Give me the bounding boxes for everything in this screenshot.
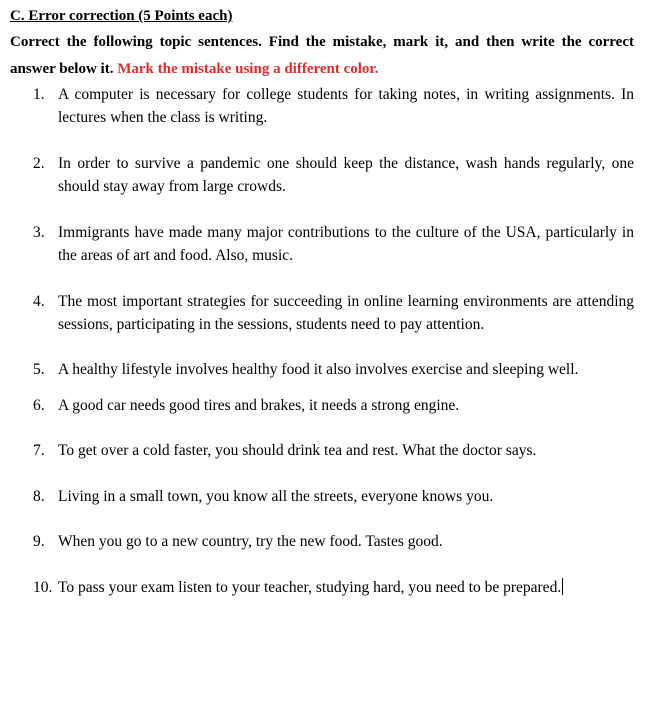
item-text[interactable]: In order to survive a pandemic one should keep the distance, wash hands regularly, one should stay away from large crowds.: [58, 155, 634, 195]
item-number: 10.: [33, 579, 53, 596]
item-number: 4.: [33, 293, 45, 310]
list-item: [10, 439, 634, 462]
instructions-highlight: Mark the mistake using a different color.: [117, 61, 379, 77]
list-item: [10, 83, 634, 129]
item-number: 2.: [33, 155, 45, 172]
list-item: [10, 290, 634, 336]
item-text[interactable]: The most important strategies for succeeding in online learning environments are attending sessions, participating in the sessions, students need to pay attention.: [58, 293, 634, 333]
list-item: [10, 485, 634, 508]
item-text[interactable]: A healthy lifestyle involves healthy food it also involves exercise and sleeping well.: [58, 361, 579, 378]
list-item: [10, 576, 634, 599]
item-text[interactable]: To pass your exam listen to your teacher, studying hard, you need to be prepared.: [58, 579, 562, 596]
instructions: [10, 29, 634, 83]
document-page: [10, 6, 634, 599]
item-number: 3.: [33, 224, 45, 241]
sentence-list: [10, 83, 634, 599]
item-number: 7.: [33, 442, 45, 459]
item-text[interactable]: A computer is necessary for college students for taking notes, in writing assignments. In lectures when the class is writing.: [58, 86, 634, 126]
item-text[interactable]: A good car needs good tires and brakes, it needs a strong engine.: [58, 397, 460, 414]
list-item: [10, 152, 634, 198]
text-cursor: [562, 578, 563, 595]
item-text[interactable]: To get over a cold faster, you should drink tea and rest. What the doctor says.: [58, 442, 537, 459]
item-text[interactable]: Immigrants have made many major contributions to the culture of the USA, particularly in the areas of art and food. Also, music.: [58, 224, 634, 264]
section-title: C. Error correction (5 Points each): [10, 8, 233, 24]
item-number: 1.: [33, 86, 45, 103]
instructions-text: Correct the following topic sentences. Find the mistake, mark it, and then write the correct answer below it.: [10, 34, 634, 77]
list-item: [10, 358, 634, 381]
item-text[interactable]: Living in a small town, you know all the streets, everyone knows you.: [58, 488, 494, 505]
item-text[interactable]: When you go to a new country, try the new food. Tastes good.: [58, 533, 443, 550]
list-item: [10, 221, 634, 267]
list-item: [10, 394, 634, 417]
item-number: 6.: [33, 397, 45, 414]
list-item: [10, 530, 634, 553]
item-number: 5.: [33, 361, 45, 378]
item-number: 9.: [33, 533, 45, 550]
item-number: 8.: [33, 488, 45, 505]
